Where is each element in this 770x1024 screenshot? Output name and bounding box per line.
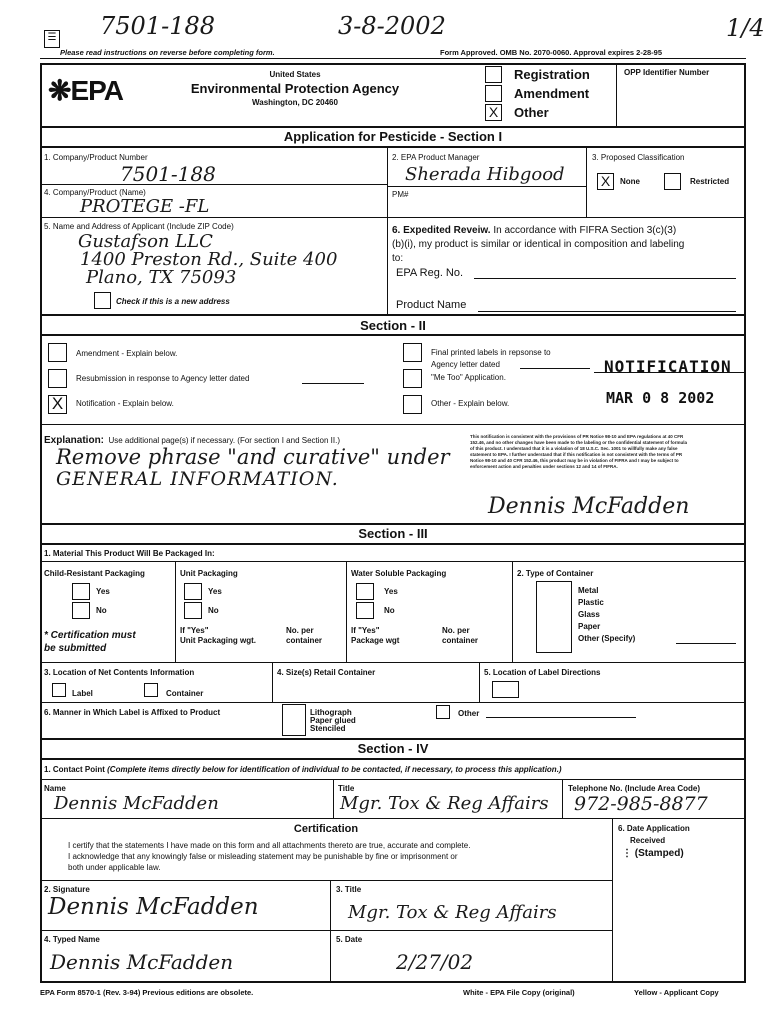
- child-no-checkbox[interactable]: [72, 602, 90, 619]
- footer-right: Yellow - Applicant Copy: [634, 988, 719, 997]
- typed-name-label: 4. Typed Name: [44, 935, 100, 944]
- amendment-label: Amendment: [514, 86, 590, 101]
- opp-label: OPP Identifier Number: [624, 68, 710, 77]
- container-other: Other (Specify): [578, 634, 636, 643]
- footer-left: EPA Form 8570-1 (Rev. 3-94) Previous editions are obsolete.: [40, 988, 254, 997]
- size-label: 4. Size(s) Retail Container: [277, 668, 376, 677]
- agency-name: Environmental Protection Agency: [190, 81, 400, 96]
- section-1-title: Application for Pesticide - Section I: [283, 129, 503, 144]
- label-checkbox[interactable]: [52, 683, 66, 697]
- other-explain-checkbox[interactable]: [403, 395, 422, 414]
- epa-reg-label: EPA Reg. No.: [396, 267, 464, 279]
- unit-packaging-label: Unit Packaging: [180, 569, 238, 578]
- epa-logo: ❋EPA: [48, 75, 123, 106]
- expedited-title: 6. Expedited Reveiw.: [392, 225, 491, 236]
- unit-container: container: [286, 636, 323, 645]
- title-value[interactable]: Mgr. Tox & Reg Affairs: [340, 793, 549, 814]
- water-yes-checkbox[interactable]: [356, 583, 374, 600]
- product-manager-value[interactable]: Sherada Hibgood: [405, 164, 565, 185]
- cert-line3: both under applicable law.: [68, 863, 161, 872]
- notification-fine-print: This notification is consistent with the provisions of PR Notice 98-10 and EPA regulations at 40 CFR 152.46, and no other changes have been made to the labeling or the confidential statement of formula of this product. I understand that it is a violation of 18 U.S.C. Sec. 1001 to willfully make any false statement to EPA. I further understand that if this notification is not consistent with the terms of PR Notice 98-10 and 40 CFR 152.46, this product may be in violation of FIFRA and I may be subject to enforcement action and penalties under sections 12 and 14 of FIFRA.: [470, 434, 688, 469]
- product-name-value[interactable]: PROTEGE -FL: [80, 196, 210, 217]
- certification-title: Certification: [293, 823, 359, 835]
- stamp-date: MAR 0 8 2002: [606, 389, 715, 407]
- contact-note: (Complete items directly below for identification of individual to be contacted, if necessary, to process this application.): [107, 765, 562, 774]
- proposed-classification-label: 3. Proposed Classification: [592, 153, 685, 162]
- me-too-label: "Me Too" Application.: [431, 373, 506, 382]
- manner-boxes[interactable]: [282, 704, 306, 736]
- page-fraction: 1/4: [726, 14, 765, 42]
- stamped-label: ⋮ (Stamped): [622, 848, 684, 859]
- title3-label: 3. Title: [336, 885, 362, 894]
- phone-label: Telephone No. (Include Area Code): [568, 784, 701, 793]
- child-resistant-label: Child-Resistant Packaging: [44, 569, 145, 578]
- applicant-line3[interactable]: Plano, TX 75093: [86, 267, 237, 288]
- material-label: 1. Material This Product Will Be Packaged In:: [44, 549, 215, 558]
- manner-other-label: Other: [458, 709, 480, 718]
- section2-signature: Dennis McFadden: [488, 494, 690, 519]
- container-metal: Metal: [578, 586, 599, 595]
- name-label: Name: [44, 784, 66, 793]
- water-package-wgt: Package wgt: [351, 636, 400, 645]
- applicant-line2[interactable]: 1400 Preston Rd., Suite 400: [80, 249, 338, 270]
- date-label: 5. Date: [336, 935, 363, 944]
- other-explain-label: Other - Explain below.: [431, 399, 510, 408]
- signature-value[interactable]: Dennis McFadden: [48, 894, 259, 920]
- handwritten-date: 3-8-2002: [338, 12, 446, 40]
- net-contents-label: 3. Location of Net Contents Information: [44, 668, 195, 677]
- child-yes-checkbox[interactable]: [72, 583, 90, 600]
- water-no-checkbox[interactable]: [356, 602, 374, 619]
- company-number-value[interactable]: 7501-188: [120, 162, 216, 186]
- unit-pkg-wgt: Unit Packaging wgt.: [180, 636, 257, 645]
- registration-checkbox[interactable]: [485, 66, 502, 83]
- unit-yes-checkbox[interactable]: [184, 583, 202, 600]
- date-value[interactable]: 2/27/02: [396, 950, 474, 974]
- notification-label: Notification - Explain below.: [76, 399, 174, 408]
- agency-address: Washington, DC 20460: [252, 98, 338, 107]
- resubmission-label: Resubmission in response to Agency letter dated: [76, 374, 250, 383]
- water-if-yes: If "Yes": [351, 626, 380, 635]
- product-name2-label: Product Name: [396, 299, 467, 311]
- label-option: Label: [72, 689, 93, 698]
- product-name-label: 4. Company/Product (Name): [44, 188, 146, 197]
- unit-no-label: No: [208, 606, 219, 615]
- label-directions-label: 5. Location of Label Directions: [484, 668, 601, 677]
- water-container: container: [442, 636, 479, 645]
- final-printed-label2: Agency letter dated: [431, 360, 500, 369]
- me-too-checkbox[interactable]: [403, 369, 422, 388]
- title-label: Title: [338, 784, 355, 793]
- section-4-title: Section - IV: [357, 741, 429, 756]
- file-number: 7501-188: [100, 12, 215, 40]
- other-label: Other: [514, 105, 549, 120]
- manner-label: 6. Manner in Which Label is Affixed to Product: [44, 708, 221, 717]
- child-yes-label: Yes: [96, 587, 110, 596]
- child-no-label: No: [96, 606, 107, 615]
- agency-line1: United States: [269, 70, 321, 79]
- footer-mid: White - EPA File Copy (original): [463, 988, 575, 997]
- signature-label: 2. Signature: [44, 885, 90, 894]
- omb-number: Form Approved. OMB No. 2070-0060. Approval expires 2-28-95: [440, 48, 663, 57]
- label-directions-box[interactable]: [492, 681, 519, 698]
- none-label: None: [620, 177, 640, 186]
- none-checkbox[interactable]: X: [597, 173, 614, 190]
- explanation-label: Explanation:: [44, 435, 105, 446]
- notification-checkbox[interactable]: X: [48, 395, 67, 414]
- water-yes-label: Yes: [384, 587, 398, 596]
- expedited-text3: to:: [392, 253, 404, 264]
- container-option: Container: [166, 689, 204, 698]
- received-label: Received: [630, 836, 666, 845]
- notification-stamp: NOTIFICATION: [604, 357, 732, 376]
- explanation-note: Use additional page(s) if necessary. (For section I and Section II.): [108, 436, 340, 445]
- water-soluble-label: Water Soluble Packaging: [351, 569, 447, 578]
- certification-line2: be submitted: [44, 643, 107, 654]
- restricted-label: Restricted: [690, 177, 730, 186]
- applicant-label: 5. Name and Address of Applicant (Include ZIP Code): [44, 222, 234, 231]
- contact-label: 1. Contact Point: [44, 765, 105, 774]
- product-manager-label: 2. EPA Product Manager: [392, 153, 480, 162]
- section-2-title: Section - II: [360, 318, 426, 333]
- amendment-checkbox[interactable]: [485, 85, 502, 102]
- new-address-label: Check if this is a new address: [116, 297, 230, 306]
- note-icon: ☰: [44, 30, 60, 48]
- expedited-text2: (b)(i), my product is similar or identical in composition and labeling: [392, 239, 685, 250]
- expedited-text1: In accordance with FIFRA Section 3(c)(3): [493, 225, 677, 236]
- certification-line1: * Certification must: [44, 630, 136, 641]
- company-number-label: 1. Company/Product Number: [44, 153, 148, 162]
- final-printed-checkbox[interactable]: [403, 343, 422, 362]
- new-address-checkbox[interactable]: [94, 292, 111, 309]
- name-value[interactable]: Dennis McFadden: [54, 793, 219, 814]
- other-checkbox[interactable]: X: [485, 104, 502, 121]
- container-glass: Glass: [578, 610, 600, 619]
- manner-other-checkbox[interactable]: [436, 705, 450, 719]
- restricted-checkbox[interactable]: [664, 173, 681, 190]
- stenciled-label: Stenciled: [310, 724, 346, 733]
- date-application-label: 6. Date Application: [618, 824, 690, 833]
- resubmission-checkbox[interactable]: [48, 369, 67, 388]
- section-3-title: Section - III: [358, 526, 428, 541]
- water-no-label: No: [384, 606, 395, 615]
- paper-glued-label: Paper glued: [310, 716, 356, 725]
- lithograph-label: Lithograph: [310, 708, 352, 717]
- unit-if-yes: If "Yes": [180, 626, 209, 635]
- amendment-explain-label: Amendment - Explain below.: [76, 349, 178, 358]
- amendment-explain-checkbox[interactable]: [48, 343, 67, 362]
- pm-label: PM#: [392, 190, 409, 199]
- container-paper: Paper: [578, 622, 601, 631]
- title3-value[interactable]: Mgr. Tox & Reg Affairs: [348, 902, 557, 923]
- applicant-line1[interactable]: Gustafson LLC: [78, 231, 213, 252]
- instructions: Please read instructions on reverse before completing form.: [60, 48, 275, 57]
- unit-no-checkbox[interactable]: [184, 602, 202, 619]
- container-type-boxes[interactable]: [536, 581, 572, 653]
- explanation-line1[interactable]: Remove phrase "and curative" under: [56, 445, 450, 469]
- phone-value[interactable]: 972-985-8877: [574, 793, 708, 815]
- explanation-line2[interactable]: GENERAL INFORMATION.: [56, 468, 339, 490]
- container-plastic: Plastic: [578, 598, 604, 607]
- cert-line2: I acknowledge that any knowingly false or misleading statement may be punishable by fine or imprisonment or: [68, 852, 458, 861]
- final-printed-label1: Final printed labels in repsonse to: [431, 348, 551, 357]
- unit-no-per: No. per: [286, 626, 314, 635]
- cert-line1: I certify that the statements I have made on this form and all attachments thereto are true, accurate and complete.: [68, 841, 471, 850]
- typed-name-value[interactable]: Dennis McFadden: [50, 950, 234, 974]
- water-no-per: No. per: [442, 626, 470, 635]
- container-checkbox[interactable]: [144, 683, 158, 697]
- unit-yes-label: Yes: [208, 587, 222, 596]
- type-container-label: 2. Type of Container: [517, 569, 594, 578]
- registration-label: Registration: [514, 67, 590, 82]
